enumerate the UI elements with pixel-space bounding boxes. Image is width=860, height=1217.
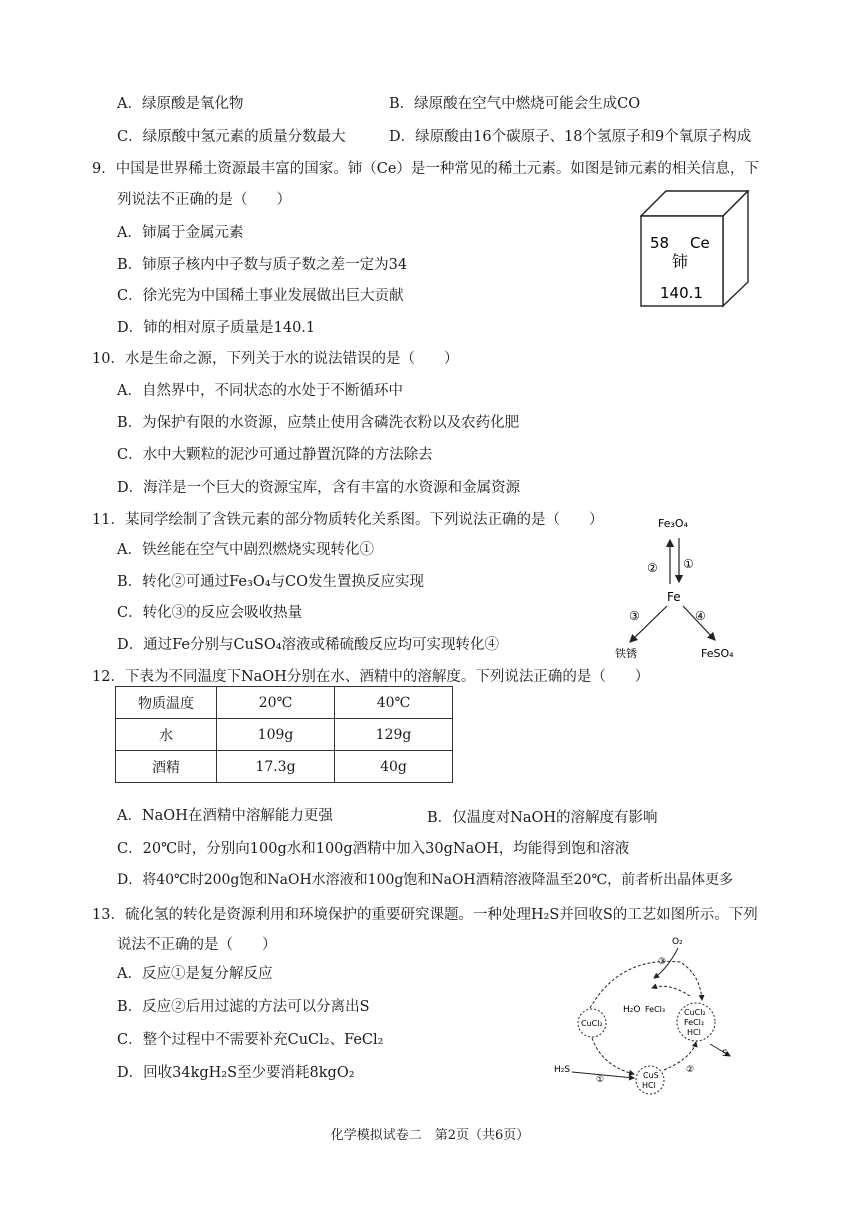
q10-option-a: A．自然界中，不同状态的水处于不断循环中 <box>117 383 403 399</box>
q13-stem-line1: 13．硫化氢的转化是资源利用和环境保护的重要研究课题。一种处理H₂S并回收S的工艺如图所示。下列 <box>92 907 758 923</box>
q12-option-c: C．20℃时，分别向100g水和100g酒精中加入30gNaOH，均能得到饱和溶液 <box>117 841 630 857</box>
q12-option-a: A．NaOH在酒精中溶解能力更强 <box>117 808 333 824</box>
diagram-h2o: H₂O <box>623 1005 641 1015</box>
arrow-4-label: ④ <box>695 609 706 623</box>
page-footer: 化学模拟试卷二 第2页（共6页） <box>330 1128 530 1143</box>
q13-option-b: B．反应②后用过滤的方法可以分离出S <box>117 999 370 1015</box>
step-1-label: ① <box>596 1075 605 1085</box>
table-cell: 酒精 <box>116 751 217 783</box>
element-name: 铈 <box>672 252 689 271</box>
q9-option-a: A．铈属于金属元素 <box>117 225 244 241</box>
diagram-cus: CuS <box>643 1071 659 1080</box>
table-row <box>116 751 453 783</box>
q10-option-d: D．海洋是一个巨大的资源宝库，含有丰富的水资源和金属资源 <box>117 480 521 496</box>
diagram-rust: 铁锈 <box>615 647 637 660</box>
table-header-cell: 物质温度 <box>116 687 217 719</box>
q11-option-a: A．铁丝能在空气中剧烈燃烧实现转化① <box>117 542 374 558</box>
table-header-cell: 20℃ <box>217 687 335 719</box>
q8-option-a: A．绿原酸是氧化物 <box>117 96 244 112</box>
table-cell: 水 <box>116 719 217 751</box>
q8-option-b: B．绿原酸在空气中燃烧可能会生成CO <box>389 96 641 112</box>
arrow-3-label: ③ <box>629 609 640 623</box>
diagram-fecl3: FeCl₃ <box>645 1005 666 1014</box>
q12-option-b: B．仅温度对NaOH的溶解度有影响 <box>427 810 658 826</box>
diagram-s: S <box>722 1049 728 1059</box>
q8-option-d: D．绿原酸由16个碳原子、18个氢原子和9个氧原子构成 <box>389 129 752 145</box>
element-symbol: Ce <box>690 234 710 252</box>
q12-stem: 12．下表为不同温度下NaOH分别在水、酒精中的溶解度。下列说法正确的是（ ） <box>92 669 650 685</box>
q13-stem-line2: 说法不正确的是（ ） <box>117 937 277 953</box>
q12-option-d: D．将40℃时200g饱和NaOH水溶液和100g饱和NaOH酒精溶液降温至20℃，前者析出晶体更多 <box>117 872 734 888</box>
diagram-h2s: H₂S <box>554 1065 571 1075</box>
q9-stem-line1: 9．中国是世界稀土资源最丰富的国家。铈（Ce）是一种常见的稀土元素。如图是铈元素的相关信息，下 <box>92 161 759 177</box>
q9-option-d: D．铈的相对原子质量是140.1 <box>117 320 316 336</box>
diagram-mix-fecl2: FeCl₂ <box>684 1018 705 1027</box>
step-3-label-top: ③ <box>658 957 667 967</box>
q13-option-d: D．回收34kgH₂S至少要消耗8kgO₂ <box>117 1065 355 1081</box>
diagram-cucl2: CuCl₂ <box>581 1019 603 1028</box>
q11-stem: 11．某同学绘制了含铁元素的部分物质转化关系图。下列说法正确的是（ ） <box>92 512 604 528</box>
table-header-row <box>116 687 453 719</box>
step-2-label: ② <box>686 1065 695 1075</box>
table-cell: 109g <box>217 719 335 751</box>
q13-option-a: A．反应①是复分解反应 <box>117 966 273 982</box>
q10-option-b: B．为保护有限的水资源，应禁止使用含磷洗衣粉以及农药化肥 <box>117 415 520 431</box>
q10-stem: 10．水是生命之源，下列关于水的说法错误的是（ ） <box>92 351 459 367</box>
iron-conversion-diagram <box>605 510 745 665</box>
q9-stem-line2: 列说法不正确的是（ ） <box>117 192 291 208</box>
element-mass: 140.1 <box>660 284 703 302</box>
q8-option-c: C．绿原酸中氢元素的质量分数最大 <box>117 129 346 145</box>
element-atomic-number: 58 <box>650 234 670 252</box>
diagram-feso4: FeSO₄ <box>701 647 734 660</box>
arrow-2-label: ② <box>647 561 658 575</box>
q11-option-c: C．转化③的反应会吸收热量 <box>117 605 303 621</box>
diagram-o2: O₂ <box>672 937 683 947</box>
q11-option-b: B．转化②可通过Fe₃O₄与CO发生置换反应实现 <box>117 574 424 590</box>
q11-option-d: D．通过Fe分别与CuSO₄溶液或稀硫酸反应均可实现转化④ <box>117 637 500 653</box>
q9-option-b: B．铈原子核内中子数与质子数之差一定为34 <box>117 257 408 273</box>
table-cell: 40g <box>335 751 453 783</box>
arrow-1-label: ① <box>683 557 694 571</box>
diagram-mix-hcl: HCl <box>687 1028 701 1037</box>
table-cell: 129g <box>335 719 453 751</box>
table-header-cell: 40℃ <box>335 687 453 719</box>
diagram-fe3o4: Fe₃O₄ <box>658 517 688 530</box>
cerium-element-card <box>640 190 750 308</box>
solubility-table <box>115 686 453 783</box>
table-cell: 17.3g <box>217 751 335 783</box>
h2s-process-diagram <box>550 930 740 1100</box>
q13-option-c: C．整个过程中不需要补充CuCl₂、FeCl₂ <box>117 1032 384 1048</box>
diagram-mix-cucl2: CuCl₂ <box>684 1008 706 1017</box>
diagram-fe: Fe <box>667 590 681 604</box>
q9-option-c: C．徐光宪为中国稀土事业发展做出巨大贡献 <box>117 288 404 304</box>
diagram-hcl: HCl <box>642 1081 656 1090</box>
q10-option-c: C．水中大颗粒的泥沙可通过静置沉降的方法除去 <box>117 447 433 463</box>
table-row <box>116 719 453 751</box>
